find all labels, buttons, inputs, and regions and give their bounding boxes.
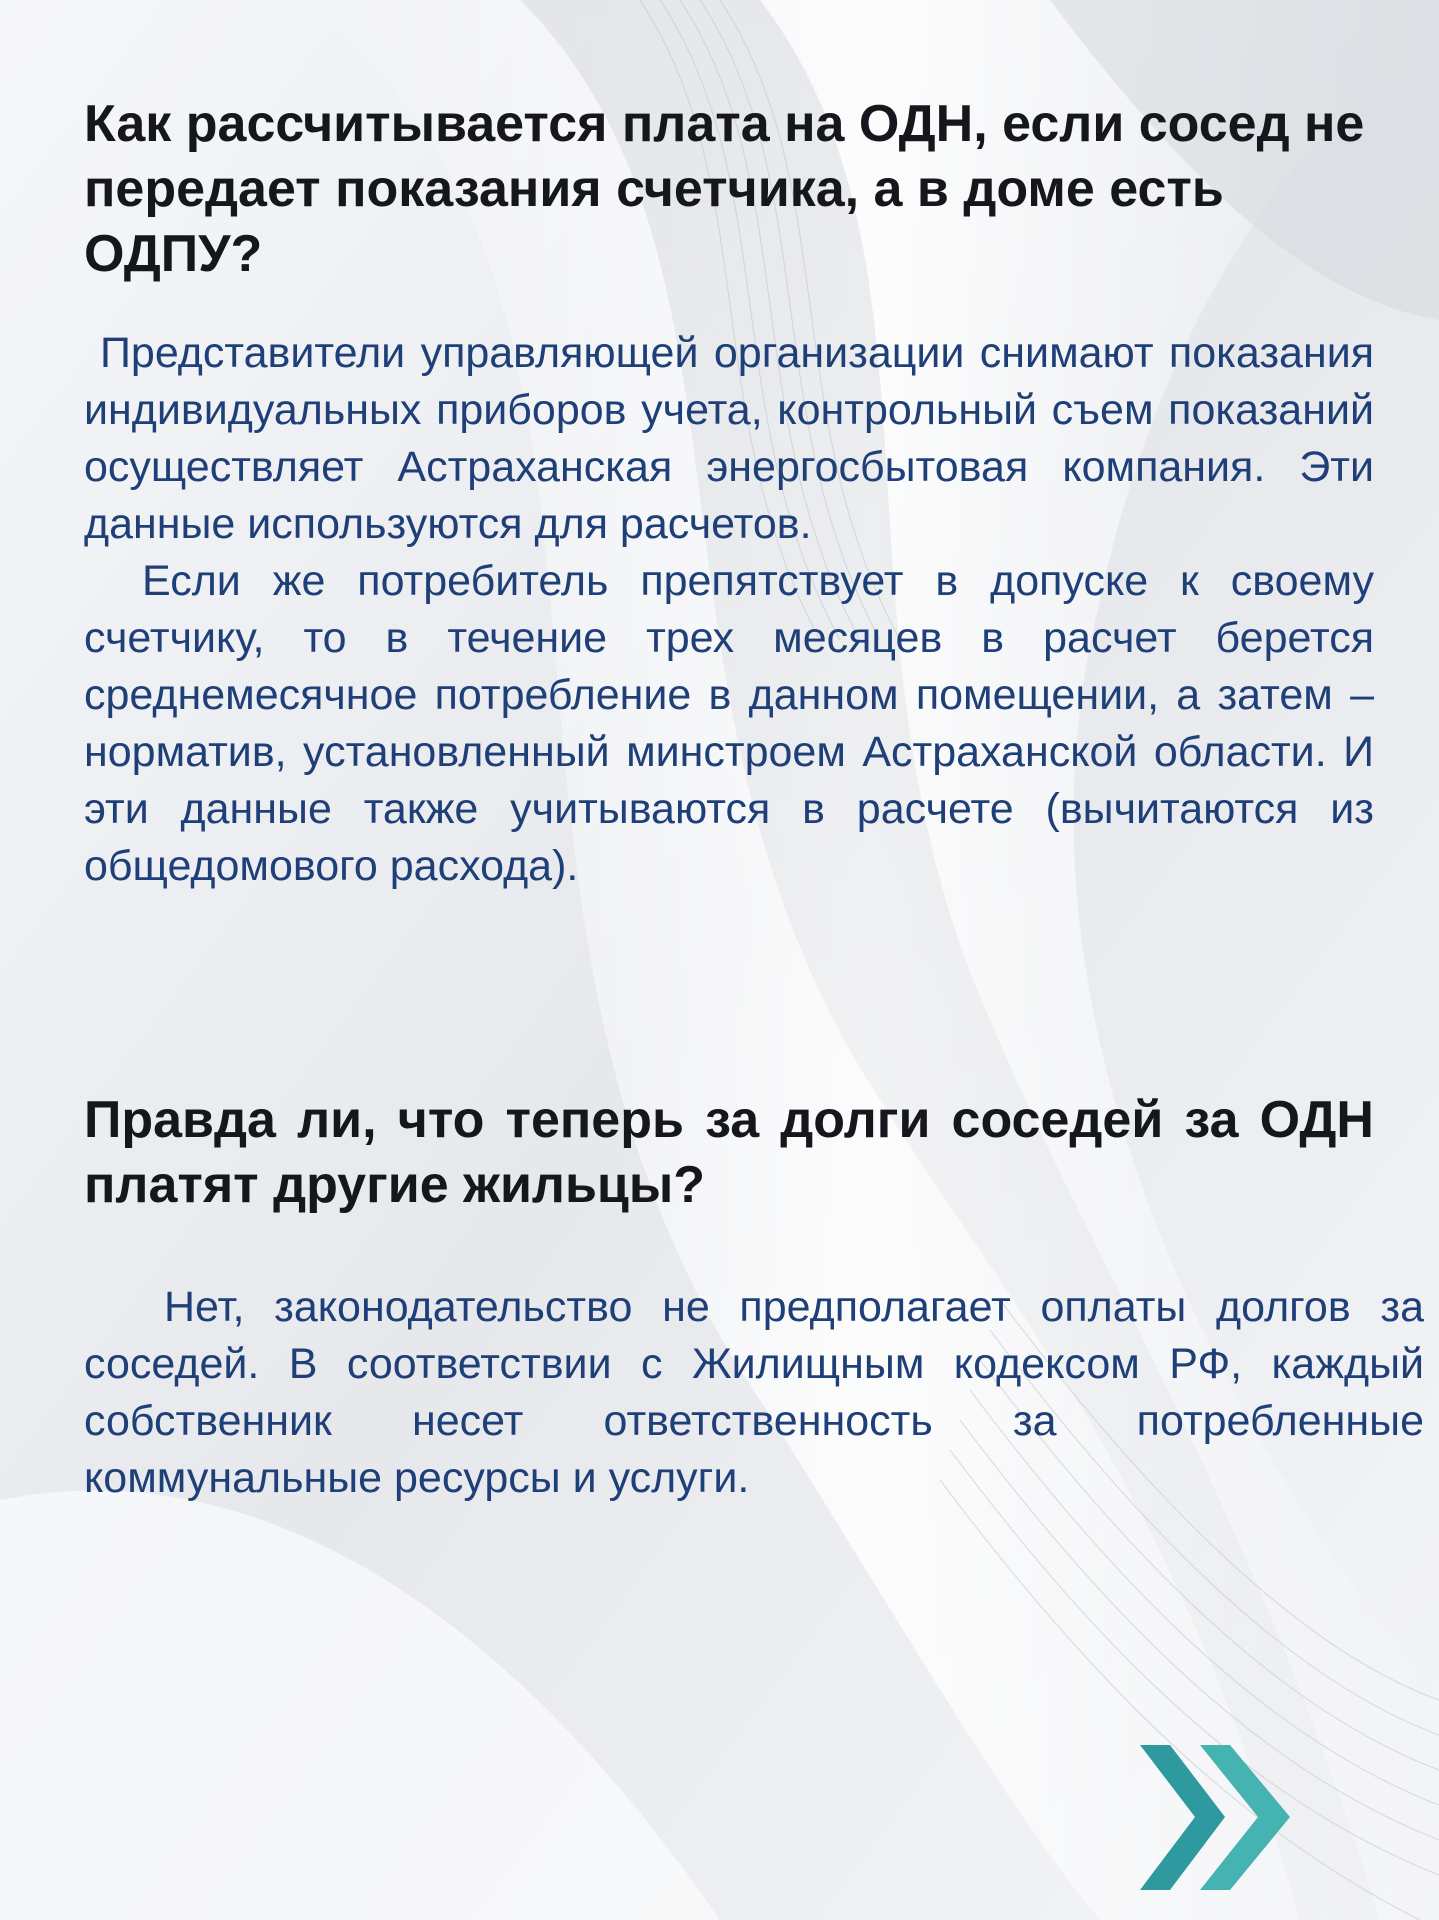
question-heading-1: Как рассчитывается плата на ОДН, если сосед не передает показания счетчика, а в доме есть ОДПУ?	[84, 95, 1365, 283]
double-chevron-right-icon[interactable]	[1130, 1735, 1305, 1900]
answer-paragraph: Представители управляющей организации снимают показания индивидуальных приборов учета, контрольный съем показаний осуществляет Астраханская энергосбытовая компания. Эти данные используются для расчетов.	[84, 329, 1374, 548]
answer-paragraph: Если же потребитель препятствует в допуске к своему счетчику, то в течение трех месяцев в расчет берется среднемесячное потребление в данном помещении, а затем – норматив, установленный минстроем Астраханской области. И эти данные также учитываются в расчете (вычитаются из общедомового расхода).	[84, 557, 1374, 890]
answer-block-1	[84, 325, 1374, 895]
answer-block-2	[84, 1279, 1424, 1507]
answer-paragraph: Нет, законодательство не предполагает оплаты долгов за соседей. В соответствии с Жилищным кодексом РФ, каждый собственник несет ответственность за потребленные коммунальные ресурсы и услуги.	[84, 1283, 1424, 1502]
question-heading-2: Правда ли, что теперь за долги соседей за ОДН платят другие жильцы?	[84, 1091, 1374, 1214]
